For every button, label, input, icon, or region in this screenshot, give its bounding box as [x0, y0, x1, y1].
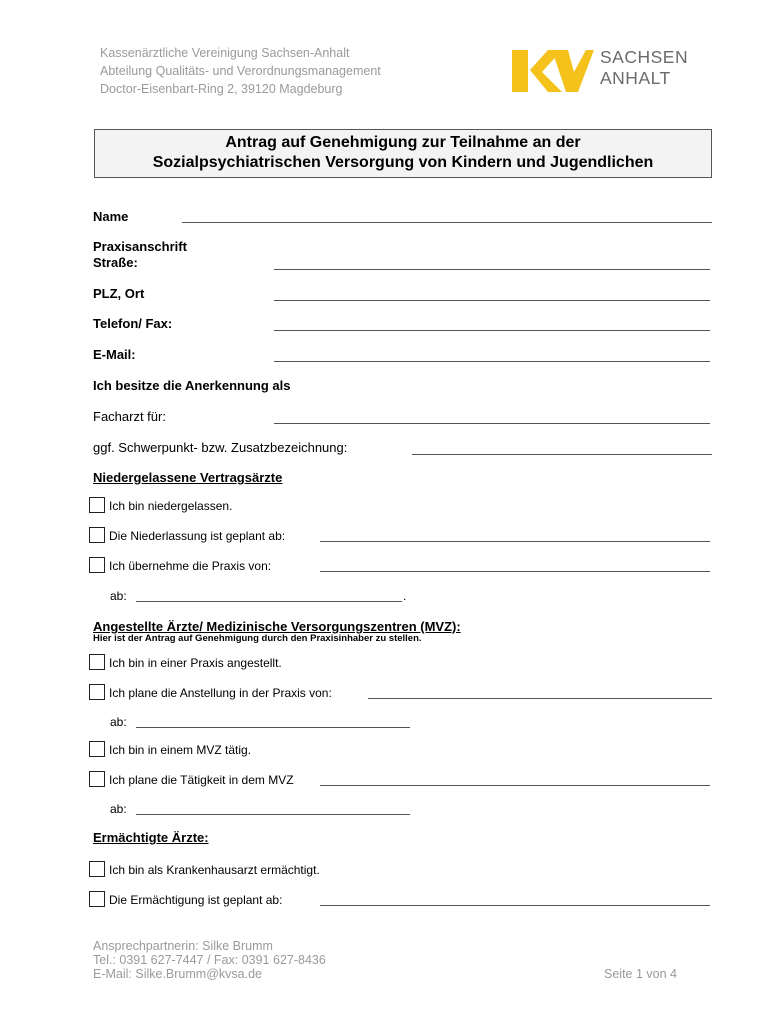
angestellt-heading: Angestellte Ärzte/ Medizinische Versorgungszentren (MVZ): [93, 619, 461, 634]
praxisanschrift-label: Praxisanschrift [93, 239, 187, 254]
name-label: Name [93, 209, 129, 224]
niedergelassen-option: Ich bin niedergelassen. [109, 499, 233, 513]
niederlassung-geplant-option: Die Niederlassung ist geplant ab: [109, 529, 286, 543]
mvz-taetig-checkbox[interactable] [89, 741, 105, 757]
anstellung-geplant-field[interactable] [368, 698, 712, 699]
form-title [94, 129, 712, 178]
form-title-line2: Sozialpsychiatrischen Versorgung von Kindern und Jugendlichen [152, 154, 654, 171]
niedergelassen-checkbox[interactable] [89, 497, 105, 513]
plz-ort-label: PLZ, Ort [93, 286, 145, 301]
mvz-taetig-option: Ich bin in einem MVZ tätig. [109, 743, 252, 757]
telefon-label: Telefon/ Fax: [93, 316, 173, 331]
email-label: E-Mail: [93, 347, 136, 362]
mvz-geplant-option: Ich plane die Tätigkeit in dem MVZ [109, 773, 294, 787]
sender-department: Abteilung Qualitäts- und Verordnungsmanagement [100, 64, 381, 78]
anstellung-geplant-checkbox[interactable] [89, 684, 105, 700]
logo-line1: SACHSEN [600, 47, 689, 67]
ermaechtigung-geplant-checkbox[interactable] [89, 891, 105, 907]
footer-phone: Tel.: 0391 627-7447 / Fax: 0391 627-8436 [93, 953, 326, 967]
footer-contact-person: Ansprechpartnerin: Silke Brumm [93, 939, 273, 953]
schwerpunkt-label: ggf. Schwerpunkt- bzw. Zusatzbezeichnung: [93, 440, 348, 455]
schwerpunkt-field[interactable] [412, 454, 712, 455]
uebernahme-ab-period: . [403, 589, 407, 603]
niedergelassen-heading: Niedergelassene Vertragsärzte [93, 470, 283, 485]
ermaechtigt-heading: Ermächtigte Ärzte: [93, 830, 209, 845]
kvsa-logo [512, 44, 689, 94]
ermaechtigung-geplant-field[interactable] [320, 905, 710, 906]
sender-address [100, 44, 381, 98]
krankenhausarzt-checkbox[interactable] [89, 861, 105, 877]
anstellung-ab-field[interactable] [136, 727, 410, 728]
angestellt-note: Hier ist der Antrag auf Genehmigung durch den Praxisinhaber zu stellen. [93, 633, 422, 644]
angestellt-option: Ich bin in einer Praxis angestellt. [109, 656, 282, 670]
sender-street: Doctor-Eisenbart-Ring 2, 39120 Magdeburg [100, 82, 343, 96]
footer-email: E-Mail: Silke.Brumm@kvsa.de [93, 967, 262, 981]
name-field[interactable] [182, 222, 712, 223]
strasse-field[interactable] [274, 269, 710, 270]
facharzt-label: Facharzt für: [93, 409, 166, 424]
telefon-field[interactable] [274, 330, 710, 331]
niederlassung-geplant-field[interactable] [320, 541, 710, 542]
praxis-uebernahme-checkbox[interactable] [89, 557, 105, 573]
mvz-geplant-field[interactable] [320, 785, 710, 786]
logo-wordmark [600, 47, 688, 89]
anerkennung-label: Ich besitze die Anerkennung als [93, 378, 291, 393]
email-field[interactable] [274, 361, 710, 362]
facharzt-field[interactable] [274, 423, 710, 424]
kv-logo-icon [512, 46, 594, 92]
uebernahme-ab-label: ab: [110, 589, 127, 603]
praxis-uebernahme-field[interactable] [320, 571, 710, 572]
logo-line2: ANHALT [600, 68, 671, 88]
page-number: Seite 1 von 4 [604, 967, 677, 981]
mvz-ab-label: ab: [110, 802, 127, 816]
sender-org: Kassenärztliche Vereinigung Sachsen-Anhalt [100, 46, 350, 60]
krankenhausarzt-option: Ich bin als Krankenhausarzt ermächtigt. [109, 863, 320, 877]
ermaechtigung-geplant-option: Die Ermächtigung ist geplant ab: [109, 893, 283, 907]
niederlassung-geplant-checkbox[interactable] [89, 527, 105, 543]
form-title-line1: Antrag auf Genehmigung zur Teilnahme an der [225, 134, 581, 151]
mvz-geplant-checkbox[interactable] [89, 771, 105, 787]
strasse-label: Straße: [93, 255, 138, 270]
plz-ort-field[interactable] [274, 300, 710, 301]
anstellung-ab-label: ab: [110, 715, 127, 729]
anstellung-geplant-option: Ich plane die Anstellung in der Praxis von: [109, 686, 332, 700]
footer-contact [93, 939, 326, 981]
mvz-ab-field[interactable] [136, 814, 410, 815]
praxis-uebernahme-option: Ich übernehme die Praxis von: [109, 559, 272, 573]
angestellt-checkbox[interactable] [89, 654, 105, 670]
uebernahme-ab-field[interactable] [136, 601, 402, 602]
